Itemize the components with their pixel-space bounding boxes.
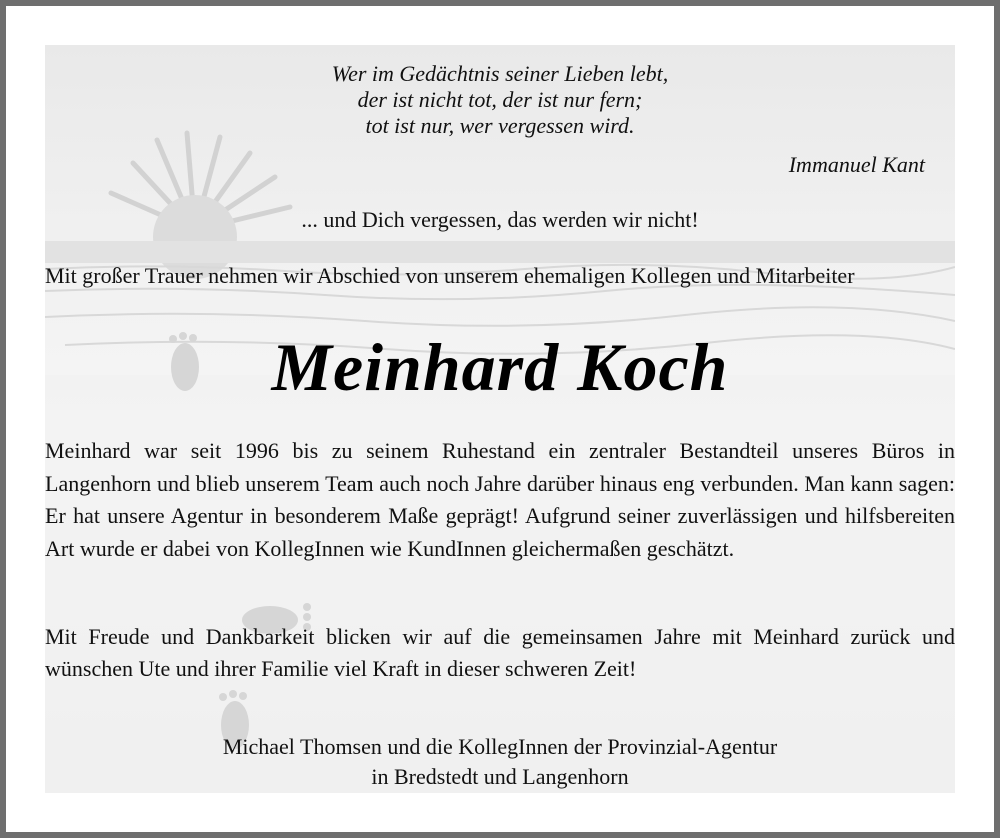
signature-line: Michael Thomsen und die KollegInnen der Provinzial-Agentur (222, 734, 778, 759)
signature-line: in Bredstedt und Langenhorn (371, 764, 629, 789)
quote-line: tot ist nur, wer vergessen wird. (365, 113, 635, 138)
intro-paragraph: Mit großer Trauer nehmen wir Abschied von unserem ehemaligen Kollegen und Mitarbeiter (45, 263, 855, 288)
refrain-line: ... und Dich vergessen, das werden wir nicht! (301, 207, 699, 232)
obituary-content (45, 45, 955, 793)
quote-author: Immanuel Kant (788, 152, 925, 177)
quote-line: Wer im Gedächtnis seiner Lieben lebt, (331, 61, 669, 86)
deceased-name: Meinhard Koch (271, 329, 729, 405)
quote-line: der ist nicht tot, der ist nur fern; (357, 87, 643, 112)
tribute-paragraph: Meinhard war seit 1996 bis zu seinem Ruhestand ein zentraler Bestandteil unseres Büros in Langenhorn und blieb unserem Team auch noch Jahre darüber hinaus eng verbunden. Man kann sagen: Er hat unsere Agentur in besonderem Maße geprägt! Aufgrund seiner zuverlässigen und hilfsbereiten Art wurde er dabei von KollegInnen wie KundInnen gleichermaßen geschätzt. (45, 438, 955, 561)
quote (45, 61, 955, 139)
signature (45, 732, 955, 792)
condolence-paragraph: Mit Freude und Dankbarkeit blicken wir auf die gemeinsamen Jahre mit Meinhard zurück und wünschen Ute und ihrer Familie viel Kraft in dieser schweren Zeit! (45, 624, 955, 681)
